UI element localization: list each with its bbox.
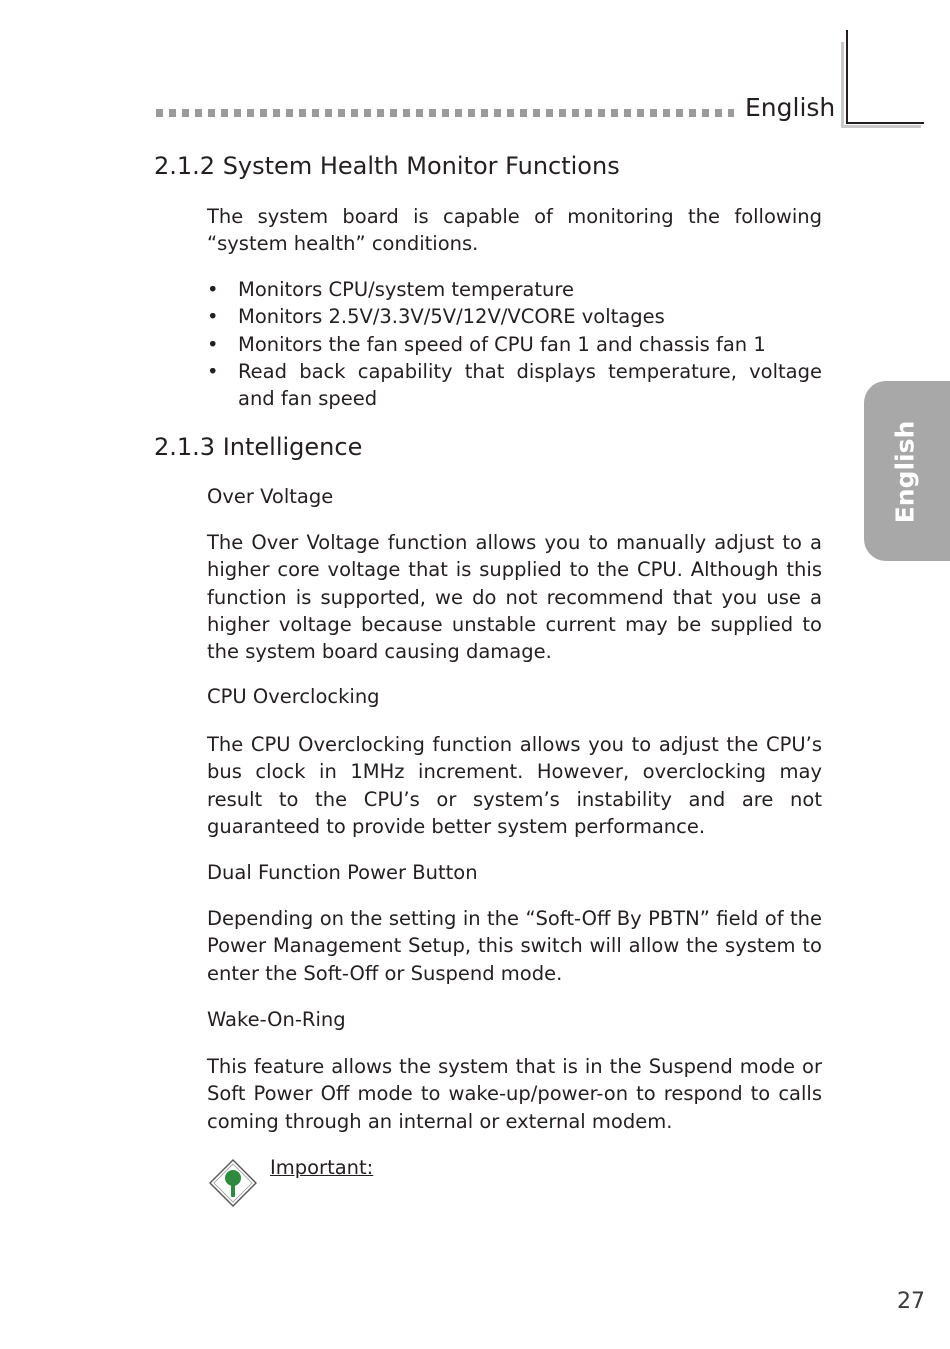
section-212-intro: The system board is capable of monitoring the following “system health” conditions. — [207, 205, 822, 256]
important-pin-icon — [208, 1158, 258, 1208]
header-dotted-rule — [156, 109, 734, 117]
corner-mark-shadow — [841, 125, 921, 128]
bullet-dot: • — [207, 359, 219, 383]
paragraph-power-button: Depending on the setting in the “Soft-Off By PBTN” field of the Power Management Setup, this switch will allow the system to enter the Soft-Off or Suspend mode. — [207, 907, 822, 985]
paragraph-wake-on-ring: This feature allows the system that is in the Suspend mode or Soft Power Off mode to wake-up/power-on to respond to calls coming through an internal or external modem. — [207, 1055, 822, 1133]
subheading-cpu-overclocking: CPU Overclocking — [207, 685, 380, 708]
section-heading-213: 2.1.3 Intelligence — [154, 433, 363, 461]
list-item-text: Read back capability that displays temperature, voltage and fan speed — [238, 359, 822, 411]
monitor-bullet-list — [207, 276, 822, 412]
corner-mark — [846, 30, 848, 124]
list-item-text: Monitors 2.5V/3.3V/5V/12V/VCORE voltages — [238, 305, 665, 329]
bullet-dot: • — [207, 305, 219, 329]
subheading-power-button: Dual Function Power Button — [207, 861, 478, 884]
subheading-over-voltage: Over Voltage — [207, 485, 334, 508]
page-number: 27 — [897, 1289, 925, 1314]
list-item-text: Monitors the fan speed of CPU fan 1 and chassis fan 1 — [238, 332, 766, 356]
corner-mark-shadow — [841, 42, 844, 128]
bullet-dot: • — [207, 332, 219, 356]
side-tab-label: English — [890, 420, 920, 524]
list-item-text: Monitors CPU/system temperature — [238, 278, 574, 301]
corner-mark — [846, 122, 924, 124]
bullet-dot: • — [207, 278, 219, 301]
list-item — [207, 331, 822, 358]
subheading-wake-on-ring: Wake-On-Ring — [207, 1008, 346, 1031]
header-language-label: English — [745, 93, 836, 122]
list-item — [207, 276, 822, 303]
important-label: Important: — [270, 1156, 374, 1179]
paragraph-over-voltage: The Over Voltage function allows you to manually adjust to a higher core voltage that is supplied to the CPU. Although this function is supported, we do not recommend that you use a higher voltage because unstable current may be supplied to the system board causing damage. — [207, 531, 822, 664]
list-item — [207, 303, 822, 330]
section-heading-212: 2.1.2 System Health Monitor Functions — [154, 152, 620, 180]
list-item — [207, 358, 822, 413]
paragraph-cpu-overclocking: The CPU Overclocking function allows you to adjust the CPU’s bus clock in 1MHz increment. However, overclocking may result to the CPU’s or system’s instability and are not guaranteed to provide better system performance. — [207, 733, 822, 838]
